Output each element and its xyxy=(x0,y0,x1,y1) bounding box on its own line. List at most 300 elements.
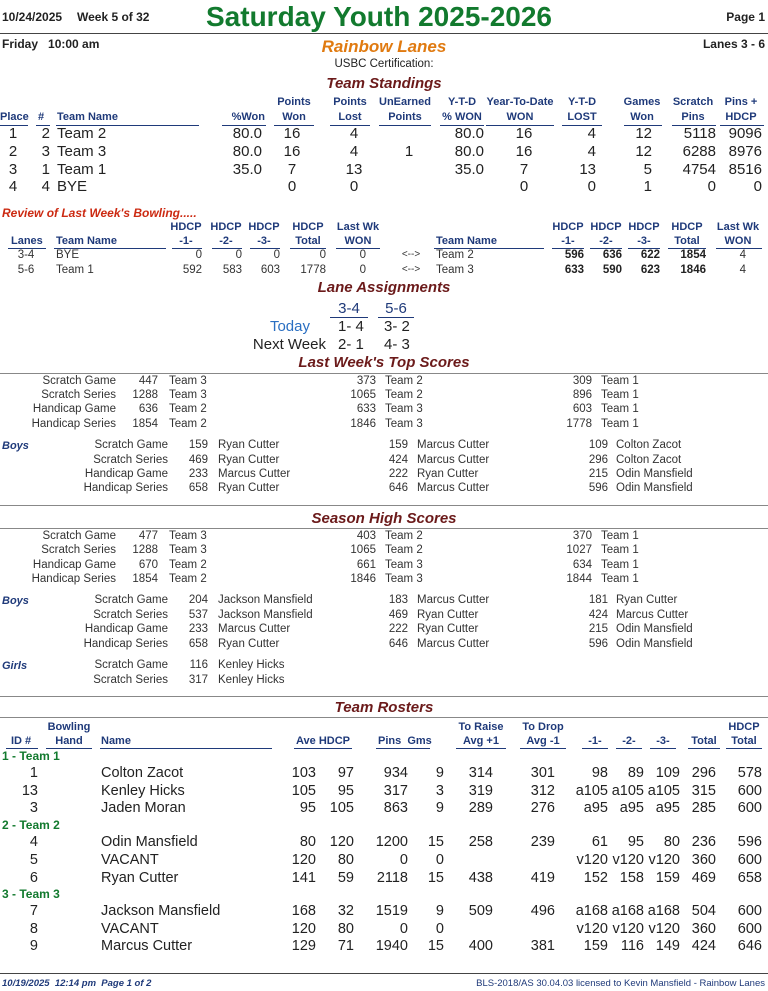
lane-pair-1: 3-4 xyxy=(338,300,360,317)
review-game-1: 0 xyxy=(195,249,202,261)
standings-points-won: 0 xyxy=(287,178,297,195)
roster-id: 5 xyxy=(29,852,38,868)
roster-hdcp-total: 596 xyxy=(737,834,762,850)
roster-game-3: 159 xyxy=(655,870,680,886)
score-label: Scratch Series xyxy=(93,454,168,466)
review-opp-game-2: 590 xyxy=(602,264,622,276)
review-opp-game-1: 633 xyxy=(564,264,584,276)
roster-total: 285 xyxy=(691,800,716,816)
score-value: 1854 xyxy=(132,573,158,585)
next-week-label: Next Week xyxy=(252,336,326,353)
score-team: Team 1 xyxy=(601,559,639,571)
roster-game-1: 152 xyxy=(583,870,608,886)
score-value: 317 xyxy=(188,674,208,686)
score-bowler: Ryan Cutter xyxy=(218,454,280,466)
roster-handicap: 59 xyxy=(337,870,354,886)
roster-to-raise: 438 xyxy=(468,870,493,886)
roster-game-1: a105 xyxy=(575,783,608,799)
roster-games: 15 xyxy=(427,834,444,850)
today-pair-2: 3- 2 xyxy=(384,318,410,335)
score-bowler: Ryan Cutter xyxy=(417,623,479,635)
score-team: Team 2 xyxy=(385,544,423,556)
lw-boys-label: Boys xyxy=(2,440,29,452)
roster-to-raise: 319 xyxy=(468,783,493,799)
score-value: 222 xyxy=(388,623,408,635)
review-title: Review of Last Week's Bowling..... xyxy=(2,206,197,220)
review-game-2: 583 xyxy=(222,264,242,276)
score-label: Handicap Series xyxy=(31,573,116,585)
roster-total: 469 xyxy=(691,870,716,886)
roster-handicap: 71 xyxy=(337,938,354,954)
roster-hdcp-total: 600 xyxy=(737,903,762,919)
standings-ytd-pct: 80.0 xyxy=(454,143,484,160)
usbc-cert: USBC Certification: xyxy=(334,58,434,70)
roster-pins: 1940 xyxy=(375,938,408,954)
score-label: Handicap Series xyxy=(83,638,168,650)
roster-total: 424 xyxy=(691,938,716,954)
roster-game-2: v120 xyxy=(612,921,644,937)
score-label: Handicap Game xyxy=(84,623,168,635)
review-opp-game-3: 622 xyxy=(640,249,660,261)
score-label: Scratch Game xyxy=(94,594,168,606)
roster-pins: 1519 xyxy=(375,903,408,919)
roster-to-drop: 301 xyxy=(530,765,555,781)
standings-team-name: BYE xyxy=(57,178,88,195)
roster-game-3: 109 xyxy=(655,765,680,781)
roster-games: 9 xyxy=(435,800,444,816)
score-value: 469 xyxy=(188,454,208,466)
roster-total: 360 xyxy=(691,852,716,868)
score-bowler: Odin Mansfield xyxy=(616,482,693,494)
score-value: 116 xyxy=(189,659,208,671)
score-team: Team 3 xyxy=(385,418,423,430)
roster-average: 105 xyxy=(291,783,316,799)
score-bowler: Odin Mansfield xyxy=(616,468,693,480)
score-value: 596 xyxy=(588,638,608,650)
roster-game-3: 149 xyxy=(655,938,680,954)
score-value: 537 xyxy=(188,609,208,621)
review-team: Team 1 xyxy=(56,264,94,276)
score-bowler: Marcus Cutter xyxy=(218,623,291,635)
roster-games: 15 xyxy=(427,938,444,954)
standings-pct-won: 35.0 xyxy=(232,161,262,178)
roster-game-1: a168 xyxy=(575,903,608,919)
review-vs: <--> xyxy=(401,264,421,275)
standings-team-name: Team 1 xyxy=(57,161,107,178)
roster-hdcp-total: 600 xyxy=(737,852,762,868)
score-value: 1778 xyxy=(566,418,592,430)
review-won: 0 xyxy=(359,249,366,261)
roster-game-2: v120 xyxy=(612,852,644,868)
standings-place: 1 xyxy=(8,125,18,142)
standings-place: 3 xyxy=(8,161,18,178)
roster-games: 9 xyxy=(435,765,444,781)
score-bowler: Marcus Cutter xyxy=(417,638,490,650)
review-game-2: 0 xyxy=(235,249,242,261)
score-value: 1065 xyxy=(350,389,376,401)
score-value: 159 xyxy=(188,439,208,451)
standings-points-lost: 13 xyxy=(345,161,363,178)
score-label: Handicap Game xyxy=(32,559,116,571)
roster-handicap: 80 xyxy=(337,852,354,868)
roster-to-drop: 312 xyxy=(530,783,555,799)
score-value: 646 xyxy=(388,638,408,650)
roster-game-2: 95 xyxy=(627,834,644,850)
roster-name: Kenley Hicks xyxy=(101,783,185,799)
score-team: Team 1 xyxy=(601,573,639,585)
score-value: 109 xyxy=(588,439,608,451)
standings-points-lost: 4 xyxy=(349,125,359,142)
standings-pct-won: 80.0 xyxy=(232,143,262,160)
roster-game-2: 89 xyxy=(627,765,644,781)
roster-average: 120 xyxy=(291,921,316,937)
score-value: 896 xyxy=(572,389,592,401)
rosters-title: Team Rosters xyxy=(334,699,434,716)
review-total: 1778 xyxy=(300,264,326,276)
score-value: 1288 xyxy=(132,544,158,556)
score-value: 603 xyxy=(572,403,592,415)
score-value: 1846 xyxy=(350,573,376,585)
roster-game-2: a95 xyxy=(619,800,644,816)
score-value: 1844 xyxy=(566,573,592,585)
score-label: Handicap Series xyxy=(31,418,116,430)
sh-girls-label: Girls xyxy=(2,660,28,672)
today-label: Today xyxy=(269,318,310,335)
standings-points-won: 7 xyxy=(287,161,297,178)
score-team: Team 2 xyxy=(169,573,207,585)
score-value: 1065 xyxy=(350,544,376,556)
roster-game-3: v120 xyxy=(648,921,680,937)
score-team: Team 1 xyxy=(601,403,639,415)
score-value: 661 xyxy=(356,559,376,571)
roster-hdcp-total: 600 xyxy=(737,921,762,937)
standings-scratch-pins: 6288 xyxy=(682,143,716,160)
score-bowler: Colton Zacot xyxy=(616,439,682,451)
score-label: Scratch Game xyxy=(94,439,168,451)
standings-team-num: 1 xyxy=(41,161,50,178)
roster-average: 80 xyxy=(299,834,316,850)
score-value: 204 xyxy=(188,594,208,606)
roster-id: 13 xyxy=(21,783,38,799)
score-label: Scratch Game xyxy=(42,375,116,387)
score-label: Scratch Series xyxy=(41,544,116,556)
score-label: Handicap Game xyxy=(32,403,116,415)
score-team: Team 2 xyxy=(385,530,423,542)
standings-pins-hdcp: 0 xyxy=(753,178,762,195)
review-opponent: Team 2 xyxy=(436,249,474,261)
roster-id: 6 xyxy=(29,870,38,886)
score-value: 447 xyxy=(138,375,158,387)
score-bowler: Odin Mansfield xyxy=(616,638,693,650)
score-value: 424 xyxy=(588,609,608,621)
roster-games: 0 xyxy=(435,921,444,937)
review-opp-game-1: 596 xyxy=(564,249,584,261)
review-opp-game-2: 636 xyxy=(602,249,622,261)
roster-hdcp-total: 600 xyxy=(737,783,762,799)
roster-average: 141 xyxy=(291,870,316,886)
roster-game-3: a105 xyxy=(647,783,680,799)
score-value: 1854 xyxy=(132,418,158,430)
roster-to-raise: 258 xyxy=(468,834,493,850)
score-bowler: Ryan Cutter xyxy=(417,468,479,480)
last-week-title: Last Week's Top Scores xyxy=(298,354,470,371)
score-team: Team 1 xyxy=(601,389,639,401)
roster-games: 9 xyxy=(435,903,444,919)
roster-pins: 0 xyxy=(399,921,408,937)
review-game-3: 0 xyxy=(273,249,280,261)
score-bowler: Colton Zacot xyxy=(616,454,682,466)
score-team: Team 3 xyxy=(169,375,207,387)
roster-id: 7 xyxy=(29,903,38,919)
roster-average: 103 xyxy=(291,765,316,781)
standings-points-won: 16 xyxy=(283,143,301,160)
roster-name: VACANT xyxy=(101,921,159,937)
score-value: 373 xyxy=(356,375,376,387)
score-label: Scratch Game xyxy=(94,659,168,671)
roster-to-drop: 419 xyxy=(530,870,555,886)
roster-game-1: v120 xyxy=(576,921,608,937)
roster-name: Odin Mansfield xyxy=(101,834,198,850)
roster-handicap: 97 xyxy=(337,765,354,781)
standings-ytd-lost: 0 xyxy=(587,178,596,195)
score-bowler: Ryan Cutter xyxy=(218,482,280,494)
score-value: 309 xyxy=(572,375,592,387)
score-team: Team 3 xyxy=(385,403,423,415)
standings-unearned: 1 xyxy=(404,143,414,160)
roster-hdcp-total: 600 xyxy=(737,800,762,816)
score-team: Team 2 xyxy=(385,375,423,387)
footer-license: BLS-2018/AS 30.04.03 licensed to Kevin Mansfield - Rainbow Lanes xyxy=(476,978,765,989)
score-team: Team 1 xyxy=(601,544,639,556)
review-won: 0 xyxy=(359,264,366,276)
roster-pins: 0 xyxy=(399,852,408,868)
next-pair-2: 4- 3 xyxy=(384,336,410,353)
lane-assign-title: Lane Assignments xyxy=(317,279,451,296)
standings-ytd-pct: 35.0 xyxy=(454,161,484,178)
score-value: 658 xyxy=(188,638,208,650)
review-total: 0 xyxy=(319,249,326,261)
score-label: Handicap Series xyxy=(83,482,168,494)
page-title: Saturday Youth 2025-2026 xyxy=(206,1,553,32)
standings-ytd-won: 0 xyxy=(519,178,529,195)
roster-average: 120 xyxy=(291,852,316,868)
review-vs: <--> xyxy=(401,249,421,260)
score-value: 1027 xyxy=(566,544,592,556)
score-value: 222 xyxy=(388,468,408,480)
standings-points-won: 16 xyxy=(283,125,301,142)
score-bowler: Kenley Hicks xyxy=(218,674,285,686)
roster-id: 8 xyxy=(29,921,38,937)
standings-team-num: 3 xyxy=(41,143,50,160)
standings-team-num: 4 xyxy=(41,178,50,195)
roster-hdcp-total: 658 xyxy=(737,870,762,886)
roster-game-3: a95 xyxy=(655,800,680,816)
score-label: Handicap Game xyxy=(84,468,168,480)
standings-ytd-lost: 4 xyxy=(587,125,596,142)
today-pair-1: 1- 4 xyxy=(338,318,364,335)
score-value: 296 xyxy=(588,454,608,466)
season-title: Season High Scores xyxy=(311,510,457,527)
score-value: 370 xyxy=(572,530,592,542)
score-value: 477 xyxy=(138,530,158,542)
score-value: 636 xyxy=(138,403,158,415)
roster-handicap: 32 xyxy=(337,903,354,919)
score-value: 215 xyxy=(588,623,608,635)
roster-pins: 2118 xyxy=(376,870,408,886)
score-label: Scratch Series xyxy=(93,609,168,621)
standings-ytd-lost: 4 xyxy=(587,143,596,160)
roster-pins: 317 xyxy=(383,783,408,799)
review-opp-total: 1854 xyxy=(680,249,706,261)
standings-points-lost: 4 xyxy=(349,143,359,160)
score-value: 403 xyxy=(356,530,376,542)
score-value: 658 xyxy=(188,482,208,494)
roster-to-raise: 314 xyxy=(468,765,493,781)
score-bowler: Ryan Cutter xyxy=(616,594,678,606)
roster-total: 296 xyxy=(691,765,716,781)
score-team: Team 1 xyxy=(601,418,639,430)
score-label: Scratch Series xyxy=(41,389,116,401)
roster-pins: 863 xyxy=(383,800,408,816)
roster-id: 3 xyxy=(29,800,38,816)
review-opp-game-3: 623 xyxy=(640,264,660,276)
review-game-3: 603 xyxy=(260,264,280,276)
roster-game-3: a168 xyxy=(647,903,680,919)
score-bowler: Marcus Cutter xyxy=(417,454,490,466)
roster-game-1: v120 xyxy=(576,852,608,868)
score-bowler: Ryan Cutter xyxy=(218,439,280,451)
score-team: Team 3 xyxy=(385,559,423,571)
roster-game-2: 158 xyxy=(619,870,644,886)
roster-id: 1 xyxy=(29,765,38,781)
standings-pins-hdcp: 9096 xyxy=(728,125,762,142)
score-value: 469 xyxy=(388,609,408,621)
review-opp-total: 1846 xyxy=(680,264,706,276)
roster-game-3: 80 xyxy=(663,834,680,850)
roster-pins: 934 xyxy=(383,765,408,781)
score-value: 233 xyxy=(188,623,208,635)
score-value: 670 xyxy=(138,559,158,571)
score-value: 646 xyxy=(388,482,408,494)
week-label: Week 5 of 32 xyxy=(77,10,150,24)
roster-pins: 1200 xyxy=(375,834,408,850)
standings-games-won: 12 xyxy=(635,125,652,142)
review-opponent: Team 3 xyxy=(436,264,474,276)
roster-hdcp-total: 646 xyxy=(737,938,762,954)
roster-game-2: 116 xyxy=(620,938,644,954)
roster-name: Marcus Cutter xyxy=(101,938,193,954)
score-value: 215 xyxy=(588,468,608,480)
roster-game-1: 98 xyxy=(591,765,608,781)
score-bowler: Jackson Mansfield xyxy=(218,609,313,621)
footer-left: 10/19/2025 12:14 pm Page 1 of 2 xyxy=(2,978,152,989)
standings-team-num: 2 xyxy=(41,125,50,142)
score-team: Team 1 xyxy=(601,530,639,542)
standings-points-lost: 0 xyxy=(349,178,359,195)
standings-scratch-pins: 4754 xyxy=(682,161,716,178)
review-opp-won: 4 xyxy=(739,249,746,261)
roster-id: 9 xyxy=(29,938,38,954)
score-bowler: Marcus Cutter xyxy=(616,609,689,621)
standings-pins-hdcp: 8516 xyxy=(728,161,762,178)
standings-place: 4 xyxy=(8,178,18,195)
roster-total: 315 xyxy=(691,783,716,799)
score-value: 181 xyxy=(588,594,608,606)
score-team: Team 3 xyxy=(169,544,207,556)
score-value: 424 xyxy=(388,454,408,466)
standings-pct-won: 80.0 xyxy=(232,125,262,142)
score-team: Team 3 xyxy=(169,389,207,401)
standings-ytd-won: 7 xyxy=(519,161,529,178)
roster-game-2: a168 xyxy=(611,903,644,919)
roster-to-drop: 276 xyxy=(530,800,555,816)
review-lanes: 3-4 xyxy=(17,249,35,261)
score-label: Scratch Game xyxy=(42,530,116,542)
score-bowler: Kenley Hicks xyxy=(218,659,285,671)
roster-game-2: a105 xyxy=(611,783,644,799)
score-bowler: Ryan Cutter xyxy=(218,638,280,650)
report-date: 10/24/2025 xyxy=(2,10,63,24)
roster-to-raise: 509 xyxy=(468,903,493,919)
lanes-range: Lanes 3 - 6 xyxy=(702,37,765,51)
score-value: 634 xyxy=(572,559,592,571)
roster-name: VACANT xyxy=(101,852,159,868)
roster-id: 4 xyxy=(29,834,38,850)
standings-ytd-pct: 80.0 xyxy=(454,125,484,142)
standings-title: Team Standings xyxy=(326,75,442,92)
roster-total: 236 xyxy=(691,834,716,850)
score-label: Scratch Series xyxy=(93,674,168,686)
roster-to-raise: 289 xyxy=(468,800,493,816)
roster-to-drop: 381 xyxy=(530,938,555,954)
score-value: 596 xyxy=(588,482,608,494)
standings-ytd-won: 16 xyxy=(515,143,533,160)
roster-games: 15 xyxy=(427,870,444,886)
roster-average: 129 xyxy=(291,938,316,954)
roster-average: 168 xyxy=(291,903,316,919)
standings-team-name: Team 3 xyxy=(57,143,107,160)
score-bowler: Marcus Cutter xyxy=(417,439,490,451)
score-team: Team 2 xyxy=(169,559,207,571)
lane-pair-2: 5-6 xyxy=(385,300,407,317)
roster-handicap: 80 xyxy=(337,921,354,937)
standings-place: 2 xyxy=(8,143,18,160)
standings-ytd-lost: 13 xyxy=(579,161,596,178)
review-opp-won: 4 xyxy=(739,264,746,276)
score-bowler: Odin Mansfield xyxy=(616,623,693,635)
roster-name: Jaden Moran xyxy=(101,800,186,816)
roster-games: 3 xyxy=(435,783,444,799)
roster-average: 95 xyxy=(299,800,316,816)
roster-hdcp-total: 578 xyxy=(737,765,762,781)
score-team: Team 1 xyxy=(601,375,639,387)
standings-scratch-pins: 0 xyxy=(707,178,716,195)
score-value: 633 xyxy=(356,403,376,415)
standings-pins-hdcp: 8976 xyxy=(728,143,762,160)
roster-team-label: 2 - Team 2 xyxy=(2,818,60,832)
review-game-1: 592 xyxy=(182,264,202,276)
score-value: 1846 xyxy=(350,418,376,430)
roster-total: 504 xyxy=(691,903,716,919)
sh-boys-label: Boys xyxy=(2,595,29,607)
roster-game-1: a95 xyxy=(583,800,608,816)
roster-to-raise: 400 xyxy=(468,938,493,954)
score-bowler: Marcus Cutter xyxy=(417,482,490,494)
standings-games-won: 5 xyxy=(643,161,652,178)
roster-name: Jackson Mansfield xyxy=(101,903,221,919)
score-bowler: Marcus Cutter xyxy=(218,468,291,480)
standings-scratch-pins: 5118 xyxy=(683,125,716,142)
